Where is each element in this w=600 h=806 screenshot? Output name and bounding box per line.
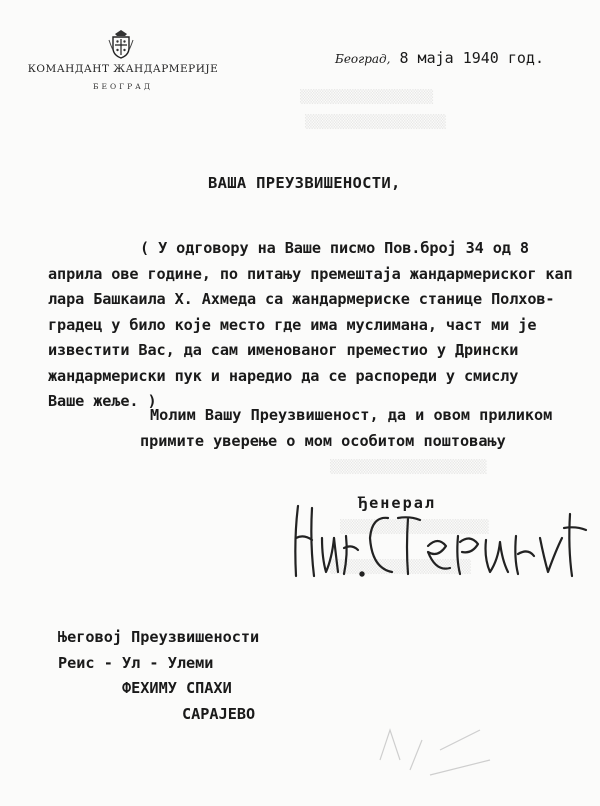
recipient-line: ФЕХИМУ СПАХИ	[122, 679, 232, 697]
letterhead-city: БЕОГРАД	[93, 82, 153, 91]
body-line: известити Вас, да сам именованог преместио у Дрински	[48, 341, 519, 359]
body-line: ( У одговору на Ваше писмо Пов.број 34 од 8	[140, 239, 529, 257]
letterhead-organization: КОМАНДАНТ ЖАНДАРМЕРИЈЕ	[27, 63, 219, 75]
body-line: априла ове године, по питању премештаја жандармериског кап	[48, 264, 573, 283]
faint-registry-stamp	[370, 690, 510, 780]
recipient-address	[58, 625, 259, 727]
recipient-line: Његовој Преузвишености	[58, 628, 260, 646]
bleed-through-text: ▒▒▒▒▒▒▒▒▒▒▒▒▒▒▒▒▒▒	[330, 560, 471, 575]
bleed-through-text: ▒▒▒▒▒▒▒▒▒▒▒▒▒▒▒▒▒▒▒▒	[330, 460, 487, 475]
closing-line: Молим Вашу Преузвишеност, да и овом приликом	[150, 406, 553, 424]
date-line	[335, 49, 544, 67]
signatory-rank: Ђенерал	[358, 494, 437, 512]
closing-paragraph	[140, 403, 553, 454]
recipient-line: Реис - Ул - Улеми	[58, 653, 214, 672]
handwritten-signature	[288, 488, 593, 608]
letter-body	[48, 236, 593, 415]
body-line: жандармериски пук и наредио да се распореди у смислу	[48, 366, 519, 385]
closing-line: примите уверење о мом особитом поштовању	[140, 431, 506, 450]
body-line: градец у било које место где има муслимана, част ми је	[48, 315, 537, 334]
date-place: Београд,	[335, 52, 391, 66]
bleed-through-text: ▒▒▒▒▒▒▒▒▒▒▒▒▒▒▒▒▒▒▒	[340, 520, 489, 535]
body-line: Ваше жеље. )	[48, 392, 157, 410]
date-value: 8 маја 1940 год.	[399, 49, 544, 67]
body-line: лара Башкаила Х. Ахмеда са жандармериске станице Полхов-	[48, 290, 555, 308]
bleed-through-text: ▒▒▒▒▒▒▒▒▒▒▒▒▒▒▒▒▒▒	[305, 115, 446, 130]
coat-of-arms-icon	[105, 28, 137, 60]
recipient-line: САРАЈЕВО	[182, 704, 256, 723]
bleed-through-text: ▒▒▒▒▒▒▒▒▒▒▒▒▒▒▒▒▒	[300, 90, 434, 105]
salutation: ВАША ПРЕУЗВИШЕНОСТИ,	[208, 174, 401, 192]
